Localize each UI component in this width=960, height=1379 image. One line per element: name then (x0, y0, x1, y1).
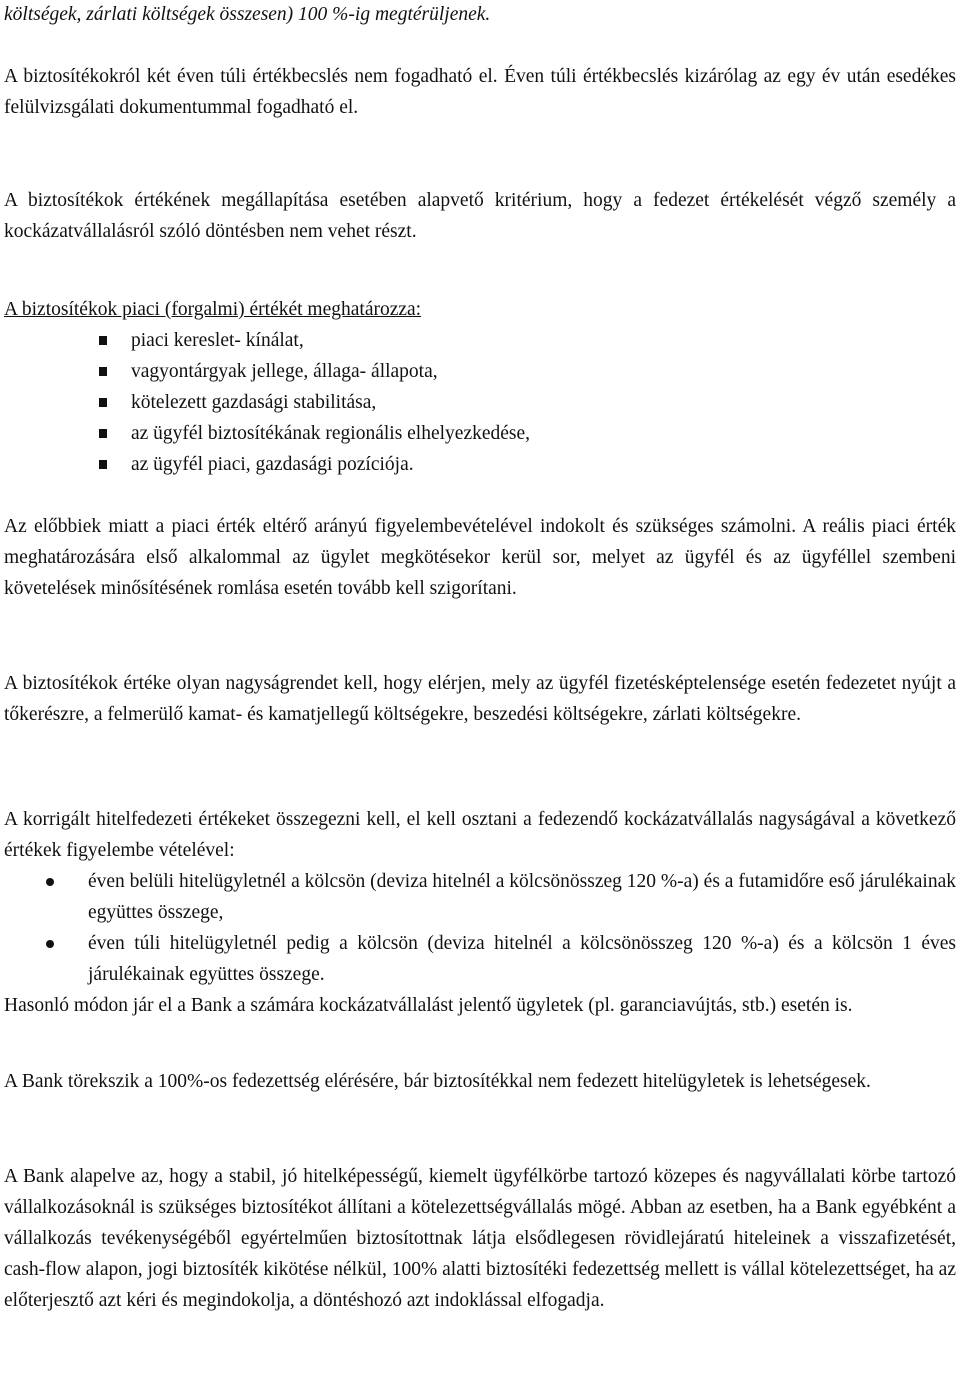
list-item: éven belüli hitelügyletnél a kölcsön (deviza hitelnél a kölcsönösszeg 120 %-a) és a futamidőre eső járulékainak együttes összege, (4, 866, 956, 928)
square-bullet-icon (99, 367, 107, 376)
round-bullet-icon (46, 940, 54, 948)
market-value-section (4, 294, 956, 480)
corrected-collateral-section (4, 804, 956, 1021)
list-item: éven túli hitelügyletnél pedig a kölcsön (deviza hitelnél a kölcsönösszeg 120 %-a) és a kölcsön 1 éves járulékainak együttes összege. (4, 928, 956, 990)
continued-sentence: költségek, zárlati költségek összesen) 100 %-ig megtérüljenek. (4, 4, 491, 25)
square-bullet-icon (99, 336, 107, 345)
paragraph-corrected-collateral: A korrigált hitelfedezeti értékeket összegezni kell, el kell osztani a fedezendő kockázatvállalás nagyságával a következő értékek figyelembe vételével: (4, 809, 956, 861)
market-value-heading: A biztosítékok piaci (forgalmi) értékét meghatározza: (4, 299, 422, 320)
paragraph-full-coverage: A Bank törekszik a 100%-os fedezettség elérésére, bár biztosítékkal nem fedezett hitelügyletek is lehetségesek. (4, 1071, 871, 1092)
collateral-terms-list (4, 866, 956, 990)
paragraph-bank-principle: A Bank alapelve az, hogy a stabil, jó hitelképességű, kiemelt ügyfélkörbe tartozó közepes és nagyvállalati körbe tartozó vállalkozásoknál is szükséges biztosítékot állítani a kötelezettségvállalás mögé. Abban az esetben, ha a Bank egyébként a vállalkozás tevékenységéből egyértelműen biztosítottnak látja elsődlegesen rövidlejáratú hiteleinek a visszafizetését, cash-flow alapon, jogi biztosíték kikötése nélkül, 100% alatti biztosítéki fedezettség mellett is vállal kötelezettséget, ha az előterjesztő azt kéri és megindokolja, a döntéshozó azt indoklással elfogadja. (4, 1166, 956, 1311)
square-bullet-icon (99, 429, 107, 438)
round-bullet-icon (46, 878, 54, 886)
list-item: kötelezett gazdasági stabilitása, (4, 387, 956, 418)
square-bullet-icon (99, 460, 107, 469)
paragraph-market-value-calculation: Az előbbiek miatt a piaci érték eltérő arányú figyelembevételével indokolt és szükséges számolni. A reális piaci érték meghatározására első alkalommal az ügylet megkötésekor kerül sor, melyet az ügyfél és az ügyféllel szembeni követelések minősítésének romlása esetén tovább kell szigorítani. (4, 516, 956, 599)
paragraph-similar-procedure: Hasonló módon jár el a Bank a számára kockázatvállalást jelentő ügyletek (pl. garanciavújtás, stb.) esetén is. (4, 995, 853, 1016)
paragraph-valuation-criterion: A biztosítékok értékének megállapítása esetében alapvető kritérium, hogy a fedezet értékelését végző személy a kockázatvállalásról szóló döntésben nem vehet részt. (4, 190, 956, 242)
list-item: az ügyfél piaci, gazdasági pozíciója. (4, 449, 956, 480)
paragraph-valuation-validity: A biztosítékokról két éven túli értékbecslés nem fogadható el. Éven túli értékbecslés kizárólag az egy év után esedékes felülvizsgálati dokumentummal fogadható el. (4, 66, 956, 118)
paragraph-collateral-amount: A biztosítékok értéke olyan nagyságrendet kell, hogy elérjen, mely az ügyfél fizetésképtelensége esetén fedezetet nyújt a tőkerészre, a felmerülő kamat- és kamatjellegű költségekre, beszedési költségekre, zárlati költségekre. (4, 673, 956, 725)
market-value-factors-list (4, 325, 956, 480)
list-item: vagyontárgyak jellege, állaga- állapota, (4, 356, 956, 387)
list-item: az ügyfél biztosítékának regionális elhelyezkedése, (4, 418, 956, 449)
list-item: piaci kereslet- kínálat, (4, 325, 956, 356)
square-bullet-icon (99, 398, 107, 407)
